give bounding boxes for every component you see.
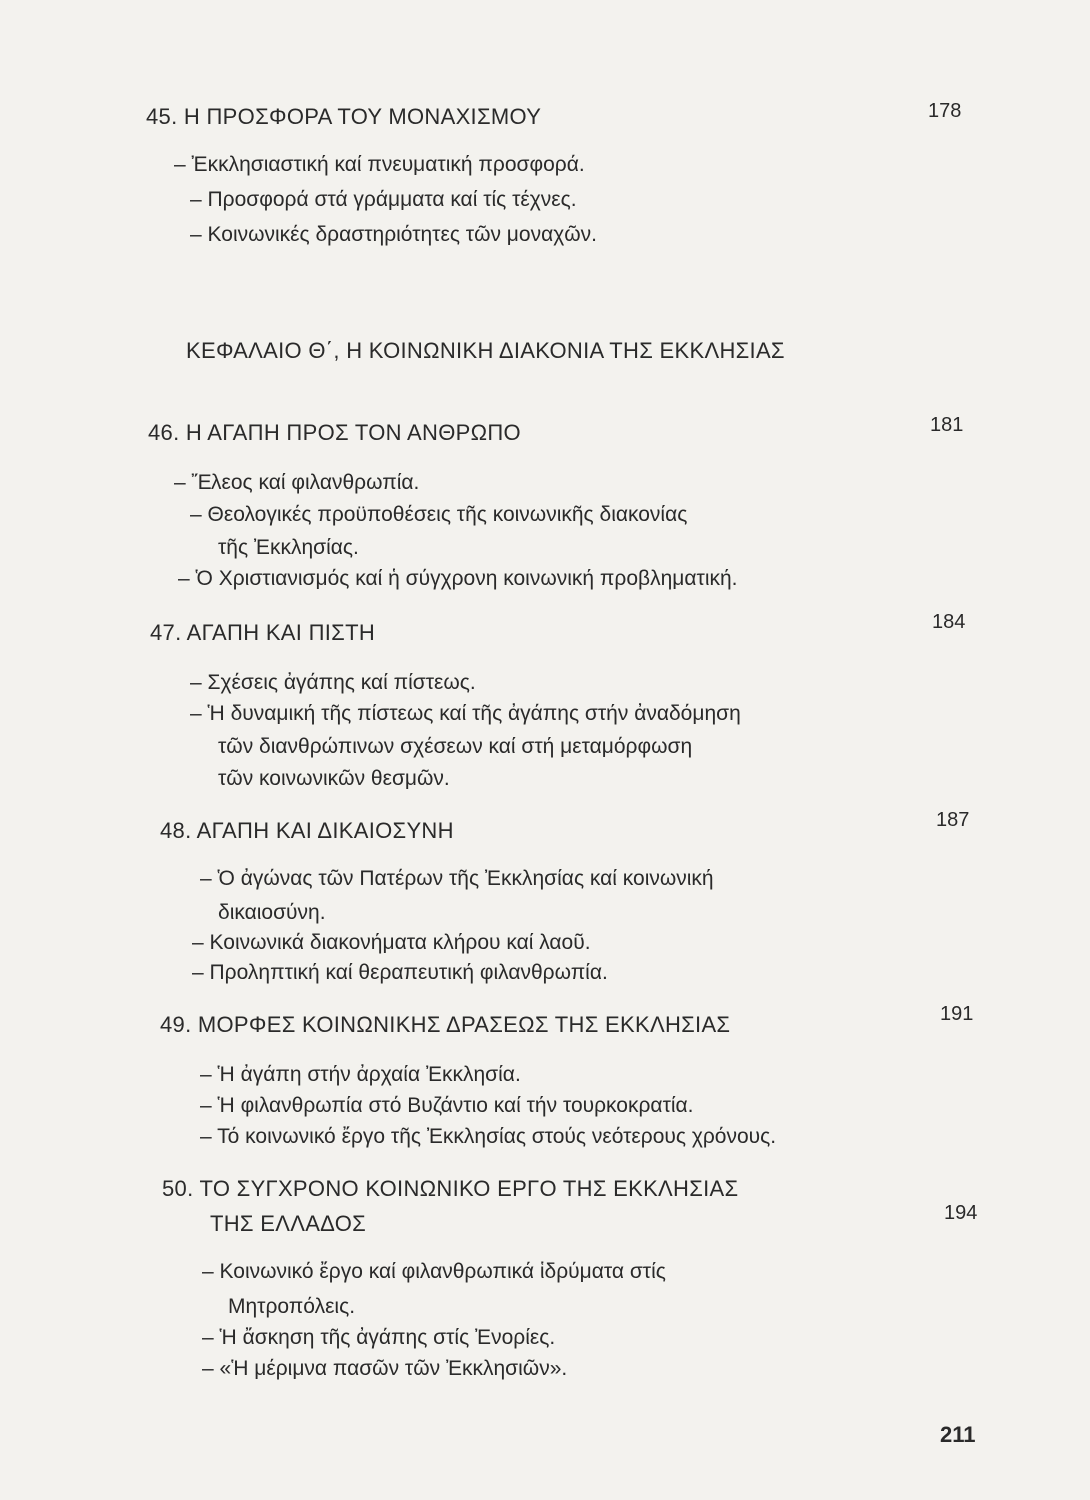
- toc-item: – Τό κοινωνικό ἔργο τῆς Ἐκκλησίας στούς νεότερους χρόνους.: [200, 1125, 777, 1148]
- section-title: 50. ΤΟ ΣΥΓΧΡΟΝΟ ΚΟΙΝΩΝΙΚΟ ΕΡΓΟ ΤΗΣ ΕΚΚΛΗΣΙΑΣ: [162, 1176, 739, 1201]
- page-number: 178: [928, 100, 962, 122]
- toc-item: – Ὁ ἀγώνας τῶν Πατέρων τῆς Ἐκκλησίας καί κοινωνική: [200, 867, 714, 890]
- toc-item: – Σχέσεις ἀγάπης καί πίστεως.: [190, 671, 476, 694]
- toc-item: τῶν κοινωνικῶν θεσμῶν.: [218, 767, 450, 790]
- toc-item: – Κοινωνικά διακονήματα κλήρου καί λαοῦ.: [192, 931, 591, 954]
- section-title: 48. ΑΓΑΠΗ ΚΑΙ ΔΙΚΑΙΟΣΥΝΗ: [160, 818, 454, 843]
- toc-item: – Ἡ ἄσκηση τῆς ἀγάπης στίς Ἐνορίες.: [202, 1326, 556, 1349]
- toc-item: τῆς Ἐκκλησίας.: [218, 536, 359, 559]
- toc-item: – Θεολογικές προϋποθέσεις τῆς κοινωνικῆς διακονίας: [190, 503, 688, 526]
- toc-item: τῶν διανθρώπινων σχέσεων καί στή μεταμόρφωση: [218, 735, 693, 758]
- section-title: 47. ΑΓΑΠΗ ΚΑΙ ΠΙΣΤΗ: [150, 620, 376, 645]
- toc-item: – Κοινωνικό ἔργο καί φιλανθρωπικά ἱδρύματα στίς: [202, 1260, 666, 1283]
- page-number: 184: [932, 611, 966, 633]
- section-title-continued: ΤΗΣ ΕΛΛΑΔΟΣ: [210, 1211, 367, 1236]
- toc-item: – Ἔλεος καί φιλανθρωπία.: [174, 471, 420, 494]
- toc-item: – Ὁ Χριστιανισμός καί ἡ σύγχρονη κοινωνική προβληματική.: [178, 567, 738, 590]
- section-title: 49. ΜΟΡΦΕΣ ΚΟΙΝΩΝΙΚΗΣ ΔΡΑΣΕΩΣ ΤΗΣ ΕΚΚΛΗΣΙΑΣ: [160, 1012, 731, 1037]
- page-number: 181: [930, 414, 964, 436]
- toc-item: – «Ἡ μέριμνα πασῶν τῶν Ἐκκλησιῶν».: [202, 1357, 568, 1380]
- toc-item: Μητροπόλεις.: [228, 1295, 356, 1318]
- folio-page-number: 211: [940, 1422, 976, 1447]
- toc-item: – Ἡ δυναμική τῆς πίστεως καί τῆς ἀγάπης στήν ἀναδόμηση: [190, 702, 741, 725]
- toc-item: – Προληπτική καί θεραπευτική φιλανθρωπία.: [192, 961, 608, 984]
- toc-item: – Ἡ ἀγάπη στήν ἀρχαία Ἐκκλησία.: [200, 1063, 521, 1086]
- toc-item: – Προσφορά στά γράμματα καί τίς τέχνες.: [190, 188, 577, 211]
- toc-item: δικαιοσύνη.: [218, 901, 326, 924]
- page-number: 191: [940, 1003, 974, 1025]
- toc-item: – Ἡ φιλανθρωπία στό Βυζάντιο καί τήν τουρκοκρατία.: [200, 1094, 694, 1117]
- section-title: 46. Η ΑΓΑΠΗ ΠΡΟΣ ΤΟΝ ΑΝΘΡΩΠΟ: [148, 420, 521, 445]
- toc-item: – Ἐκκλησιαστική καί πνευματική προσφορά.: [174, 153, 585, 176]
- page-number: 187: [936, 809, 970, 831]
- page-number: 194: [944, 1202, 978, 1224]
- chapter-heading: ΚΕΦΑΛΑΙΟ Θ΄, Η ΚΟΙΝΩΝΙΚΗ ΔΙΑΚΟΝΙΑ ΤΗΣ ΕΚΚΛΗΣΙΑΣ: [186, 338, 785, 363]
- section-title: 45. Η ΠΡΟΣΦΟΡΑ ΤΟΥ ΜΟΝΑΧΙΣΜΟΥ: [146, 104, 542, 129]
- toc-item: – Κοινωνικές δραστηριότητες τῶν μοναχῶν.: [190, 223, 597, 246]
